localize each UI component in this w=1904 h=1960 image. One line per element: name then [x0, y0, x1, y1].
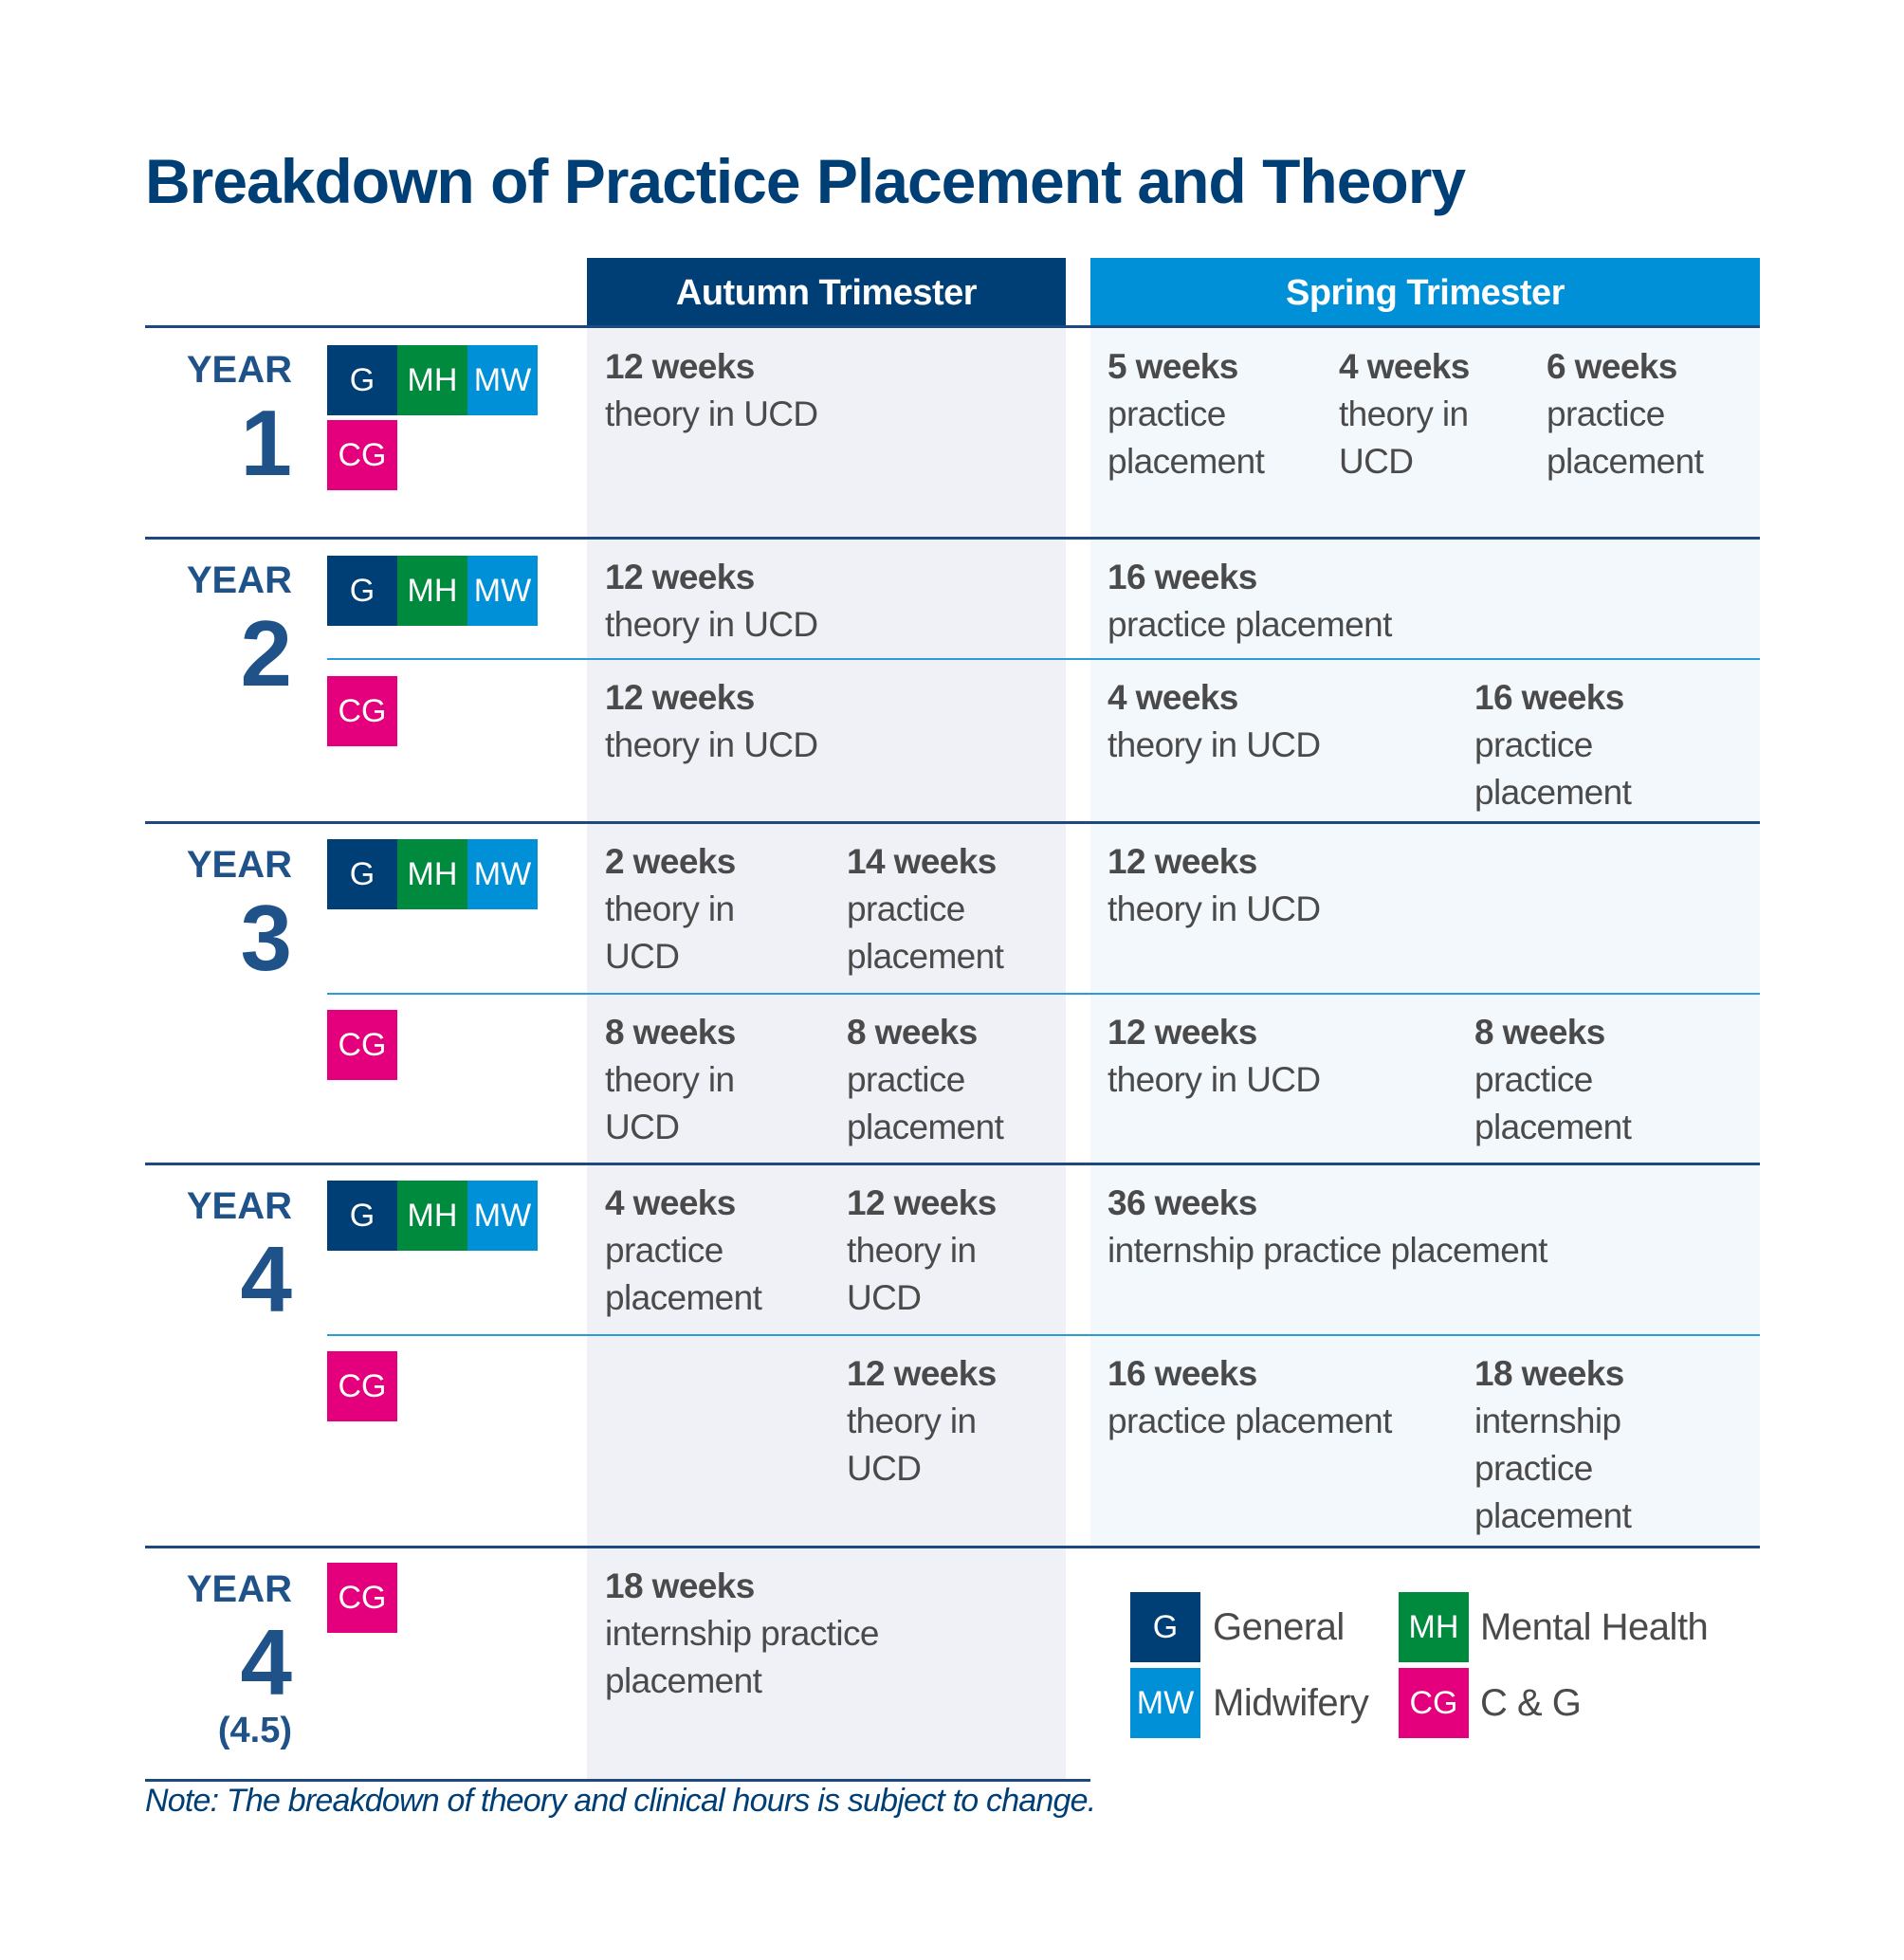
activity-description: theory in UCD — [605, 1060, 735, 1146]
year-label-3 — [140, 844, 292, 990]
activity-description: practice placement — [847, 889, 1004, 976]
y3-gmhmw-spring-cell — [1108, 838, 1676, 933]
weeks-value: 4 weeks — [1108, 678, 1238, 717]
mental-health-badge: MH — [397, 839, 467, 909]
year-number: 3 — [240, 886, 292, 990]
legend-midwifery-badge: MW — [1130, 1668, 1200, 1738]
weeks-value: 4 weeks — [605, 1183, 736, 1222]
legend-midwifery-label: Midwifery — [1213, 1682, 1369, 1724]
general-badge: G — [327, 345, 397, 415]
legend-mental-health-label: Mental Health — [1480, 1606, 1709, 1648]
weeks-value: 16 weeks — [1108, 1354, 1257, 1393]
y3-cg-spring-cell-1 — [1108, 1009, 1449, 1104]
year-number: 1 — [240, 391, 292, 495]
year-divider — [145, 1163, 1760, 1165]
midwifery-badge: MW — [467, 556, 538, 626]
row-subdivider — [327, 993, 1760, 995]
activity-description: practice placement — [605, 1231, 762, 1317]
activity-description: practice placement — [1108, 605, 1392, 644]
y3-cg-autumn-cell-1 — [605, 1009, 795, 1151]
y4-gmhmw-spring-cell — [1108, 1180, 1743, 1274]
weeks-value: 12 weeks — [605, 347, 755, 386]
activity-description: theory in UCD — [605, 725, 818, 764]
y2-cg-spring-cell-2 — [1474, 674, 1664, 816]
year-label-4-5 — [140, 1570, 292, 1749]
row-subdivider — [327, 658, 1760, 660]
year-word: YEAR — [186, 1185, 292, 1227]
y2-cg-autumn-cell — [605, 674, 1041, 769]
y4-cg-spring-cell-1 — [1108, 1350, 1449, 1445]
general-badge: G — [327, 556, 397, 626]
general-badge: G — [327, 1181, 397, 1251]
activity-description: practice placement — [1108, 1401, 1392, 1440]
midwifery-badge: MW — [467, 345, 538, 415]
header-divider — [145, 325, 1760, 328]
cg-badge: CG — [327, 1563, 397, 1633]
weeks-value: 18 weeks — [605, 1566, 755, 1605]
year-duration: (4.5) — [217, 1711, 292, 1750]
page-title: Breakdown of Practice Placement and Theory — [145, 146, 1466, 216]
weeks-value: 8 weeks — [847, 1013, 978, 1052]
table-bottom-divider — [145, 1779, 1090, 1782]
activity-description: theory in UCD — [605, 889, 735, 976]
year-label-4 — [140, 1185, 292, 1331]
legend-cg-badge: CG — [1399, 1668, 1469, 1738]
y4-gmhmw-autumn-cell-2 — [847, 1180, 1036, 1322]
cg-badge: CG — [327, 676, 397, 746]
mental-health-badge: MH — [397, 556, 467, 626]
midwifery-badge: MW — [467, 839, 538, 909]
y2-gmhmw-spring-cell — [1108, 554, 1733, 649]
weeks-value: 12 weeks — [847, 1183, 997, 1222]
activity-description: theory in UCD — [1339, 394, 1469, 481]
weeks-value: 12 weeks — [847, 1354, 997, 1393]
cg-badge: CG — [327, 420, 397, 490]
activity-description: practice placement — [1474, 1060, 1632, 1146]
activity-description: internship practice placement — [605, 1614, 879, 1700]
legend-general-label: General — [1213, 1606, 1345, 1648]
weeks-value: 36 weeks — [1108, 1183, 1257, 1222]
weeks-value: 8 weeks — [605, 1013, 736, 1052]
year-label-1 — [140, 349, 292, 495]
weeks-value: 12 weeks — [605, 558, 755, 596]
activity-description: theory in UCD — [847, 1401, 977, 1488]
y1-spring-cell-1 — [1108, 343, 1297, 485]
weeks-value: 12 weeks — [1108, 842, 1257, 881]
activity-description: theory in UCD — [847, 1231, 977, 1317]
y2-cg-spring-cell-1 — [1108, 674, 1449, 769]
activity-description: theory in UCD — [605, 394, 818, 433]
year-word: YEAR — [186, 559, 292, 601]
weeks-value: 12 weeks — [605, 678, 755, 717]
year-number: 4 — [240, 1227, 292, 1331]
year-divider — [145, 537, 1760, 540]
autumn-trimester-header: Autumn Trimester — [587, 258, 1066, 328]
general-badge: G — [327, 839, 397, 909]
year-word: YEAR — [186, 1568, 292, 1610]
weeks-value: 16 weeks — [1474, 678, 1624, 717]
spring-trimester-header: Spring Trimester — [1090, 258, 1760, 328]
activity-description: theory in UCD — [605, 605, 818, 644]
year-divider — [145, 1546, 1760, 1548]
y3-cg-spring-cell-2 — [1474, 1009, 1664, 1151]
activity-description: practice placement — [1474, 725, 1632, 812]
y4-cg-spring-cell-2 — [1474, 1350, 1664, 1540]
activity-description: internship practice placement — [1108, 1231, 1547, 1270]
year-label-2 — [140, 559, 292, 705]
mental-health-badge: MH — [397, 345, 467, 415]
activity-description: practice placement — [1547, 394, 1704, 481]
weeks-value: 6 weeks — [1547, 347, 1677, 386]
legend-mental-health-badge: MH — [1399, 1592, 1469, 1662]
row-subdivider — [327, 1334, 1760, 1336]
year-divider — [145, 821, 1760, 824]
y1-spring-cell-3 — [1547, 343, 1736, 485]
cg-badge: CG — [327, 1010, 397, 1080]
activity-description: theory in UCD — [1108, 1060, 1321, 1099]
y3-gmhmw-autumn-cell-1 — [605, 838, 795, 980]
weeks-value: 2 weeks — [605, 842, 736, 881]
weeks-value: 8 weeks — [1474, 1013, 1605, 1052]
weeks-value: 12 weeks — [1108, 1013, 1257, 1052]
weeks-value: 18 weeks — [1474, 1354, 1624, 1393]
activity-description: practice placement — [1108, 394, 1265, 481]
y3-gmhmw-autumn-cell-2 — [847, 838, 1046, 980]
mental-health-badge: MH — [397, 1181, 467, 1251]
legend-general-badge: G — [1130, 1592, 1200, 1662]
y3-cg-autumn-cell-2 — [847, 1009, 1046, 1151]
year-word: YEAR — [186, 349, 292, 391]
year-word: YEAR — [186, 844, 292, 886]
year-number: 2 — [240, 601, 292, 705]
activity-description: theory in UCD — [1108, 725, 1321, 764]
footnote: Note: The breakdown of theory and clinical hours is subject to change. — [145, 1783, 1096, 1819]
year-number: 4 — [240, 1610, 292, 1714]
weeks-value: 5 weeks — [1108, 347, 1238, 386]
legend-cg-label: C & G — [1480, 1682, 1582, 1724]
y45-cg-autumn-cell — [605, 1563, 1022, 1705]
midwifery-badge: MW — [467, 1181, 538, 1251]
y1-autumn-cell — [605, 343, 1041, 438]
y4-gmhmw-autumn-cell-1 — [605, 1180, 814, 1322]
activity-description: theory in UCD — [1108, 889, 1321, 928]
y1-spring-cell-2 — [1339, 343, 1510, 485]
cg-badge: CG — [327, 1351, 397, 1421]
activity-description: practice placement — [847, 1060, 1004, 1146]
weeks-value: 14 weeks — [847, 842, 997, 881]
activity-description: internship practice placement — [1474, 1401, 1632, 1535]
y2-gmhmw-autumn-cell — [605, 554, 1041, 649]
weeks-value: 4 weeks — [1339, 347, 1470, 386]
y4-cg-autumn-cell — [847, 1350, 1036, 1493]
weeks-value: 16 weeks — [1108, 558, 1257, 596]
